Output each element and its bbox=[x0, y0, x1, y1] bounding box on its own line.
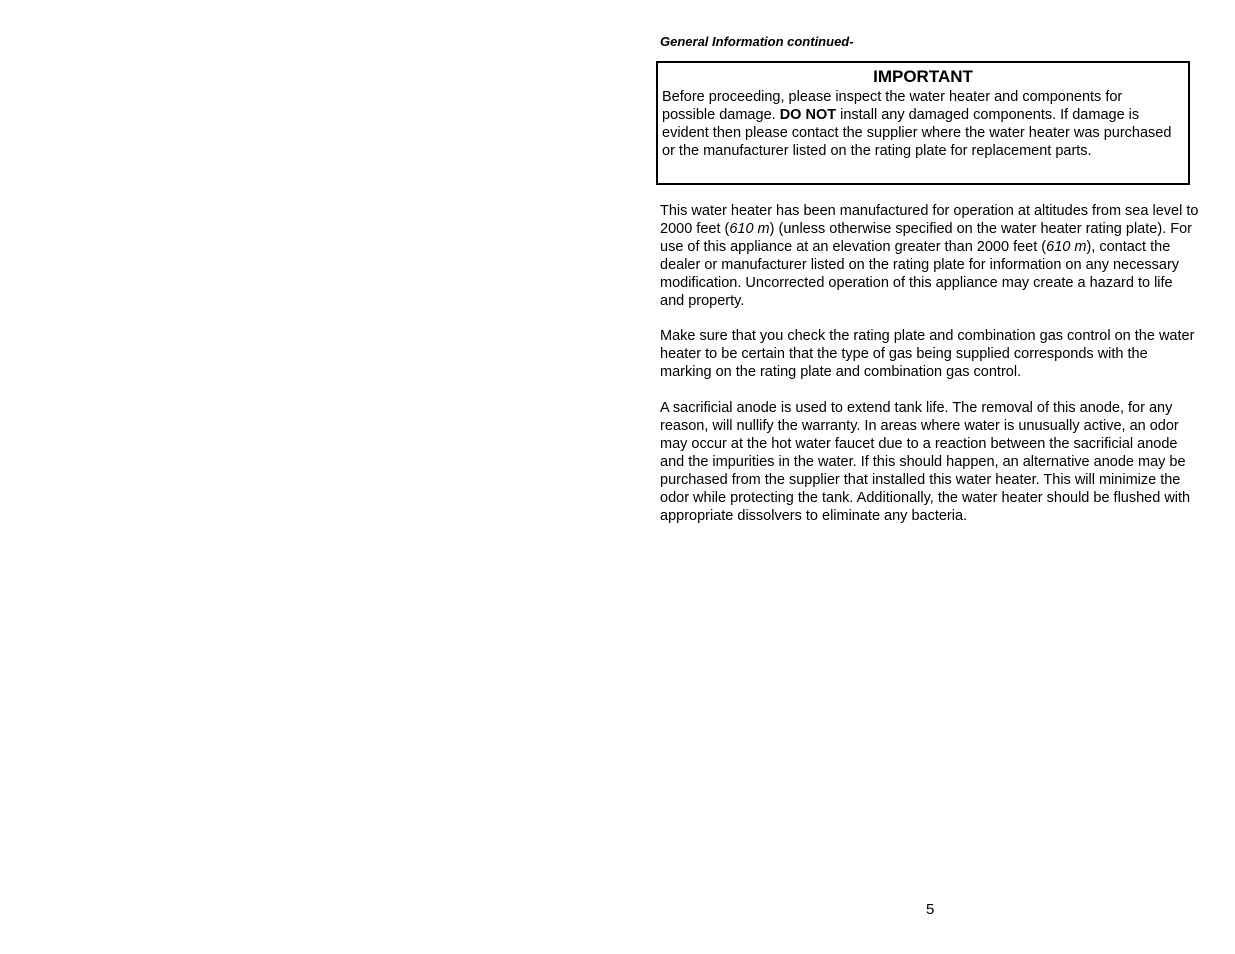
altitude-text-part1: This water heater has been manufactured for operation at altitudes from sea level to 2000 feet ( bbox=[660, 203, 1199, 237]
important-text bbox=[662, 88, 1172, 160]
section-heading: General Information continued- bbox=[660, 34, 854, 49]
altitude-text-part3: ), contact the dealer or manufacturer listed on the rating plate for information on any necessary modification. Uncorrected operation of this appliance may create a hazard to life and property. bbox=[660, 239, 1180, 309]
altitude-metric-2: 610 m bbox=[1046, 239, 1087, 255]
altitude-paragraph bbox=[660, 202, 1200, 310]
important-text-before: Before proceeding, please inspect the water heater and components for possible damage. bbox=[662, 89, 1123, 123]
important-notice-box bbox=[656, 61, 1190, 185]
page-number: 5 bbox=[926, 901, 935, 918]
gas-paragraph: Make sure that you check the rating plate and combination gas control on the water heater to be certain that the type of gas being supplied corresponds with the marking on the rating plate and combination gas control. bbox=[660, 328, 1195, 380]
important-text-after: install any damaged components. If damage is evident then please contact the supplier where the water heater was purchased or the manufacturer listed on the rating plate for replacement parts. bbox=[662, 107, 1172, 159]
altitude-metric-1: 610 m bbox=[729, 221, 770, 237]
anode-paragraph: A sacrificial anode is used to extend tank life. The removal of this anode, for any reason, will nullify the warranty. In areas where water is unusually active, an odor may occur at the hot water faucet due to a reaction between the sacrificial anode and the impurities in the water. If this should happen, an alternative anode may be purchased from the supplier that installed this water heater. This will minimize the odor while protecting the tank. Additionally, the water heater should be flushed with appropriate dissolvers to eliminate any bacteria. bbox=[660, 400, 1191, 524]
important-title: IMPORTANT bbox=[873, 67, 973, 86]
altitude-text-part2: ) (unless otherwise specified on the water heater rating plate). For use of this appliance at an elevation greater than 2000 feet ( bbox=[660, 221, 1192, 255]
important-text-bold: DO NOT bbox=[779, 107, 837, 123]
